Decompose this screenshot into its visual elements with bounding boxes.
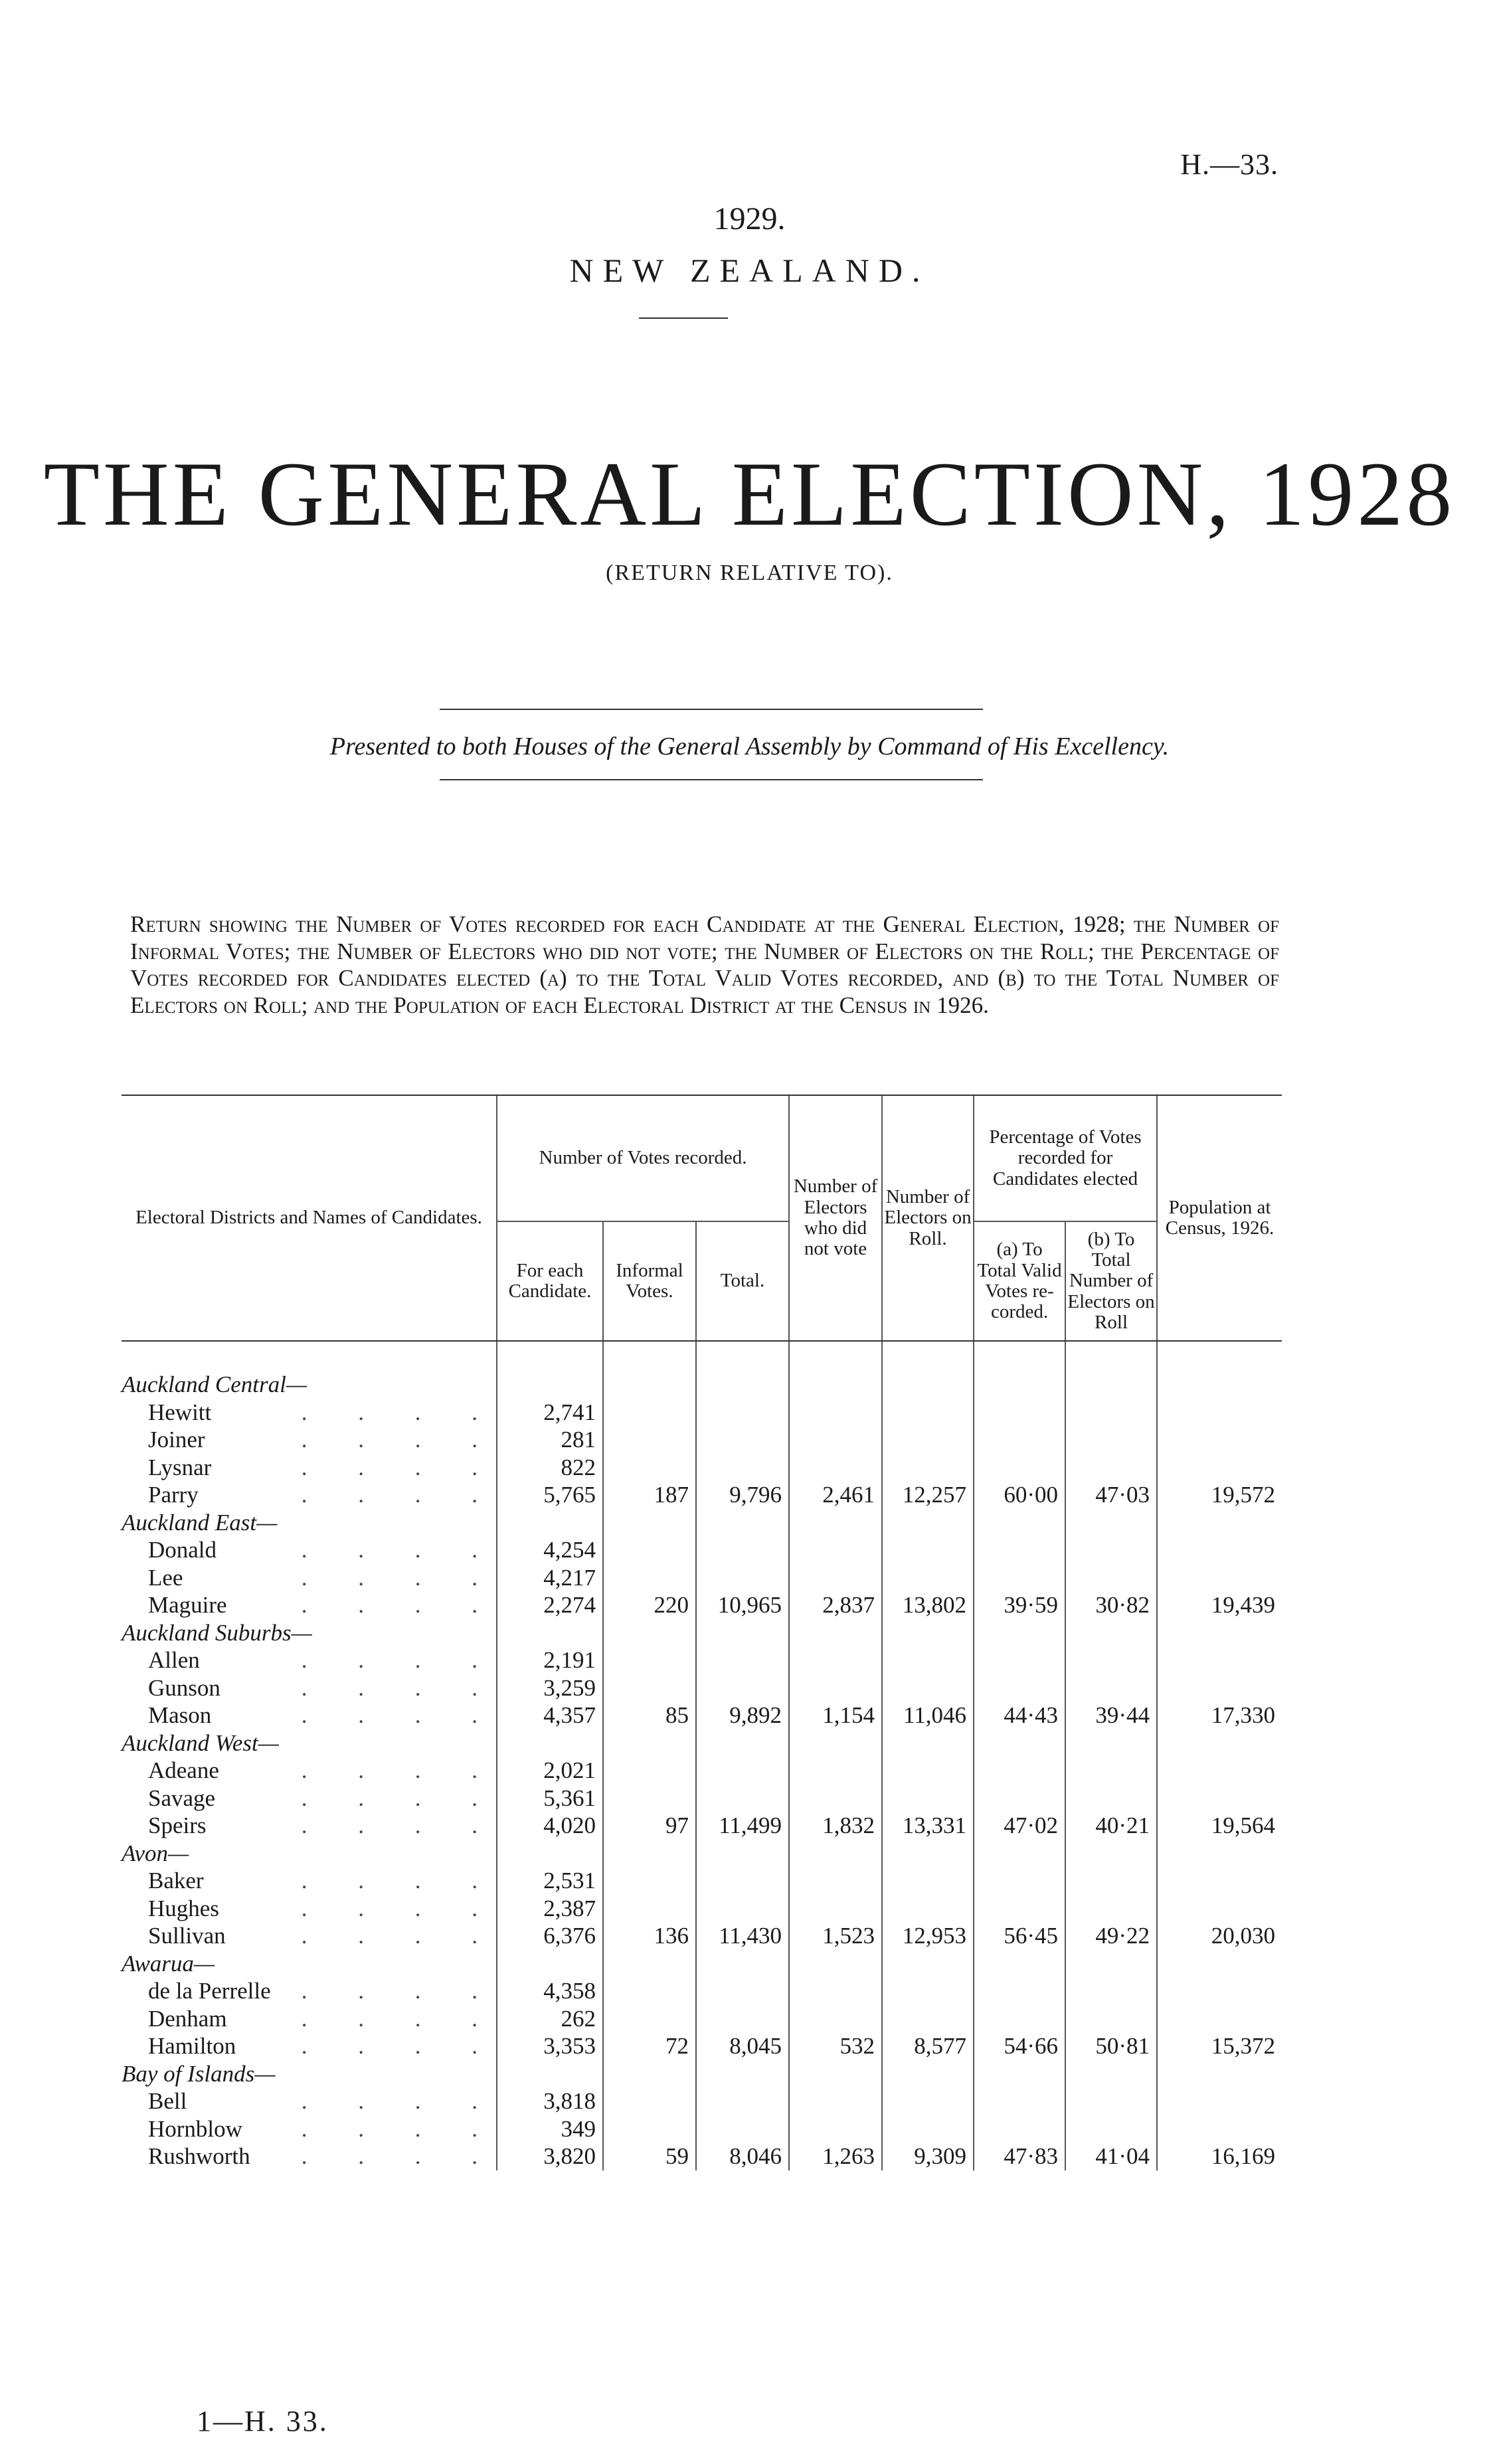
informal-votes: 220: [603, 1591, 696, 1619]
candidate-votes: 4,358: [497, 1977, 603, 2005]
candidate-row: [122, 1785, 1282, 1812]
header-not-vote: Number of Electors who did not vote: [789, 1095, 882, 1341]
candidate-name: Hornblow: [148, 2115, 242, 2142]
district-row: [122, 1619, 1282, 1647]
leader-dots: . . . .: [301, 1399, 500, 1425]
candidate-row: [122, 1757, 1282, 1785]
header-pct-b: (b) To Total Number of Electors on Roll: [1065, 1221, 1157, 1341]
candidate-row: [122, 2005, 1282, 2033]
divider: [440, 709, 983, 710]
percentage-a: 44·43: [974, 1702, 1065, 1729]
candidate-votes: 2,021: [497, 1757, 603, 1785]
percentage-a: 47·83: [974, 2143, 1065, 2170]
district-row: [122, 1950, 1282, 1978]
district-name: Auckland West—: [122, 1729, 279, 1756]
percentage-b: 41·04: [1065, 2143, 1157, 2170]
informal-votes: 187: [603, 1481, 696, 1509]
population: 15,372: [1157, 2032, 1282, 2060]
candidate-row: [122, 1481, 1282, 1509]
leader-dots: . . . .: [301, 1427, 500, 1452]
total-votes: 11,499: [696, 1812, 789, 1840]
leader-dots: . . . .: [301, 1868, 500, 1893]
candidate-votes: 5,361: [497, 1785, 603, 1812]
district-name: Auckland Central—: [122, 1371, 307, 1397]
candidate-name: Hamilton: [148, 2033, 236, 2059]
candidate-votes: 4,254: [497, 1536, 603, 1564]
leader-dots: . . . .: [301, 1564, 500, 1591]
candidate-name: Savage: [148, 1785, 216, 1811]
percentage-a: 39·59: [974, 1591, 1065, 1619]
informal-votes: 72: [603, 2032, 696, 2060]
candidate-row: [122, 1895, 1282, 1923]
electors-not-voting: 1,523: [789, 1922, 882, 1950]
percentage-a: 60·00: [974, 1481, 1065, 1509]
candidate-votes: 3,353: [497, 2032, 603, 2060]
candidate-name: Allen: [148, 1647, 200, 1673]
district-name: Bay of Islands—: [122, 2060, 276, 2087]
candidate-votes: 4,357: [497, 1702, 603, 1729]
candidate-votes: 3,820: [497, 2143, 603, 2170]
candidate-row: [122, 1977, 1282, 2005]
candidate-votes: 2,531: [497, 1867, 603, 1895]
district-row: [122, 1371, 1282, 1399]
header-districts: Electoral Districts and Names of Candidates.: [122, 1095, 497, 1341]
percentage-b: 39·44: [1065, 1702, 1157, 1729]
leader-dots: . . . .: [301, 1757, 500, 1783]
candidate-row: [122, 1674, 1282, 1702]
candidate-name: Lee: [148, 1564, 183, 1591]
leader-dots: . . . .: [301, 1537, 500, 1563]
candidate-row: [122, 2143, 1282, 2170]
candidate-row: [122, 1646, 1282, 1674]
total-votes: 8,046: [696, 2143, 789, 2170]
candidate-row: [122, 1702, 1282, 1729]
district-name: Avon—: [122, 1840, 189, 1866]
percentage-b: 47·03: [1065, 1481, 1157, 1509]
population: 19,564: [1157, 1812, 1282, 1840]
candidate-row: [122, 1922, 1282, 1950]
population: 20,030: [1157, 1922, 1282, 1950]
header-percentage-group: Percentage of Votes recorded for Candidates elected: [974, 1095, 1157, 1221]
header-for-each-candidate: For each Candidate.: [497, 1221, 603, 1341]
header-informal: Informal Votes.: [603, 1221, 696, 1341]
candidate-name: Adeane: [148, 1757, 219, 1783]
electors-on-roll: 8,577: [882, 2032, 974, 2060]
candidate-name: Rushworth: [148, 2143, 250, 2169]
percentage-b: 50·81: [1065, 2032, 1157, 2060]
candidate-row: [122, 1426, 1282, 1454]
population: 17,330: [1157, 1702, 1282, 1729]
population: 19,439: [1157, 1591, 1282, 1619]
candidate-votes: 4,020: [497, 1812, 603, 1840]
percentage-a: 56·45: [974, 1922, 1065, 1950]
candidate-row: [122, 1564, 1282, 1592]
candidate-votes: 5,765: [497, 1481, 603, 1509]
district-row: [122, 2060, 1282, 2088]
candidate-name: Joiner: [148, 1427, 205, 1452]
leader-dots: . . . .: [301, 2033, 500, 2059]
candidate-row: [122, 1536, 1282, 1564]
candidate-votes: 6,376: [497, 1922, 603, 1950]
candidate-name: Parry: [148, 1482, 199, 1508]
electors-on-roll: 9,309: [882, 2143, 974, 2170]
candidate-row: [122, 1399, 1282, 1427]
candidate-name: Hughes: [148, 1895, 219, 1921]
district-name: Auckland Suburbs—: [122, 1619, 312, 1646]
electors-on-roll: 12,257: [882, 1481, 974, 1509]
candidate-name: de la Perrelle: [148, 1978, 271, 2004]
candidate-row: [122, 1454, 1282, 1482]
leader-dots: . . . .: [301, 2005, 500, 2032]
percentage-b: 49·22: [1065, 1922, 1157, 1950]
candidate-name: Baker: [148, 1868, 204, 1893]
paper-code: H.—33.: [1180, 148, 1279, 181]
header-total: Total.: [696, 1221, 789, 1341]
informal-votes: 136: [603, 1922, 696, 1950]
candidate-votes: 4,217: [497, 1564, 603, 1592]
divider: [639, 317, 728, 319]
total-votes: 8,045: [696, 2032, 789, 2060]
return-description: Return showing the Number of Votes recorded for each Candidate at the General Election, 1928; the Number of Informal Votes; the Number of Electors who did not vote; the Number of Electors on the Roll; the Percentage of Votes recorded for Candidates elected (a) to the Total Valid Votes recorded, and (b) to the Total Number of Electors on Roll; and the Population of each Electoral District at the Census in 1926.: [130, 911, 1279, 1018]
leader-dots: . . . .: [301, 1923, 500, 1949]
district-row: [122, 1729, 1282, 1757]
leader-dots: . . . .: [301, 1978, 500, 2004]
leader-dots: . . . .: [301, 1895, 500, 1921]
population: 19,572: [1157, 1481, 1282, 1509]
leader-dots: . . . .: [301, 1785, 500, 1811]
year: 1929.: [713, 201, 786, 236]
electors-not-voting: 2,461: [789, 1481, 882, 1509]
candidate-votes: 2,191: [497, 1646, 603, 1674]
candidate-name: Speirs: [148, 1812, 207, 1838]
percentage-a: 47·02: [974, 1812, 1065, 1840]
total-votes: 10,965: [696, 1591, 789, 1619]
leader-dots: . . . .: [301, 1812, 500, 1838]
electors-on-roll: 13,331: [882, 1812, 974, 1840]
divider: [440, 779, 983, 780]
header-population: Population at Census, 1926.: [1157, 1095, 1282, 1341]
leader-dots: . . . .: [301, 2115, 500, 2142]
candidate-name: Denham: [148, 2005, 227, 2032]
page-footer: 1—H. 33.: [197, 2405, 329, 2437]
candidate-row: [122, 1867, 1282, 1895]
candidate-votes: 3,818: [497, 2087, 603, 2115]
leader-dots: . . . .: [301, 1647, 500, 1673]
candidate-name: Bell: [148, 2088, 187, 2114]
leader-dots: . . . .: [301, 1674, 500, 1701]
candidate-votes: 262: [497, 2005, 603, 2033]
percentage-a: 54·66: [974, 2032, 1065, 2060]
percentage-b: 40·21: [1065, 1812, 1157, 1840]
candidate-votes: 2,387: [497, 1895, 603, 1923]
leader-dots: . . . .: [301, 1454, 500, 1480]
electors-on-roll: 11,046: [882, 1702, 974, 1729]
header-on-roll: Number of Electors on Roll.: [882, 1095, 974, 1341]
candidate-votes: 2,274: [497, 1591, 603, 1619]
district-row: [122, 1840, 1282, 1868]
district-name: Awarua—: [122, 1950, 215, 1977]
candidate-row: [122, 2032, 1282, 2060]
header-pct-a: (a) To Total Valid Votes re-corded.: [974, 1221, 1065, 1341]
candidate-votes: 349: [497, 2115, 603, 2143]
table-body: [122, 1341, 1282, 2170]
electors-not-voting: 1,832: [789, 1812, 882, 1840]
informal-votes: 85: [603, 1702, 696, 1729]
election-return-table-container: [122, 1095, 1282, 2170]
leader-dots: . . . .: [301, 1482, 500, 1508]
leader-dots: . . . .: [301, 2088, 500, 2114]
percentage-b: 30·82: [1065, 1591, 1157, 1619]
candidate-name: Sullivan: [148, 1923, 226, 1949]
electors-not-voting: 1,154: [789, 1702, 882, 1729]
election-return-table: [122, 1095, 1282, 2170]
electors-on-roll: 13,802: [882, 1591, 974, 1619]
page-subtitle: (RETURN RELATIVE TO).: [606, 561, 893, 585]
electors-not-voting: 1,263: [789, 2143, 882, 2170]
electors-on-roll: 12,953: [882, 1922, 974, 1950]
candidate-name: Donald: [148, 1537, 217, 1563]
candidate-name: Mason: [148, 1702, 212, 1728]
total-votes: 9,796: [696, 1481, 789, 1509]
candidate-row: [122, 1591, 1282, 1619]
candidate-votes: 2,741: [497, 1399, 603, 1427]
total-votes: 11,430: [696, 1922, 789, 1950]
candidate-name: Gunson: [148, 1674, 220, 1701]
leader-dots: . . . .: [301, 1702, 500, 1728]
total-votes: 9,892: [696, 1702, 789, 1729]
candidate-row: [122, 2087, 1282, 2115]
electors-not-voting: 532: [789, 2032, 882, 2060]
district-row: [122, 1509, 1282, 1537]
electors-not-voting: 2,837: [789, 1591, 882, 1619]
presented-line: Presented to both Houses of the General Assembly by Command of His Excellency.: [329, 733, 1170, 760]
header-votes-group: Number of Votes recorded.: [497, 1095, 789, 1221]
candidate-name: Maguire: [148, 1592, 227, 1618]
country-heading: NEW ZEALAND.: [569, 252, 930, 289]
candidate-name: Hewitt: [148, 1399, 212, 1425]
candidate-row: [122, 1812, 1282, 1840]
population: 16,169: [1157, 2143, 1282, 2170]
informal-votes: 59: [603, 2143, 696, 2170]
leader-dots: . . . .: [301, 1592, 500, 1618]
candidate-votes: 281: [497, 1426, 603, 1454]
candidate-votes: 3,259: [497, 1674, 603, 1702]
informal-votes: 97: [603, 1812, 696, 1840]
candidate-name: Lysnar: [148, 1454, 212, 1480]
page-title: THE GENERAL ELECTION, 1928: [43, 443, 1456, 545]
district-name: Auckland East—: [122, 1509, 278, 1536]
leader-dots: . . . .: [301, 2143, 500, 2169]
candidate-votes: 822: [497, 1454, 603, 1482]
candidate-row: [122, 2115, 1282, 2143]
